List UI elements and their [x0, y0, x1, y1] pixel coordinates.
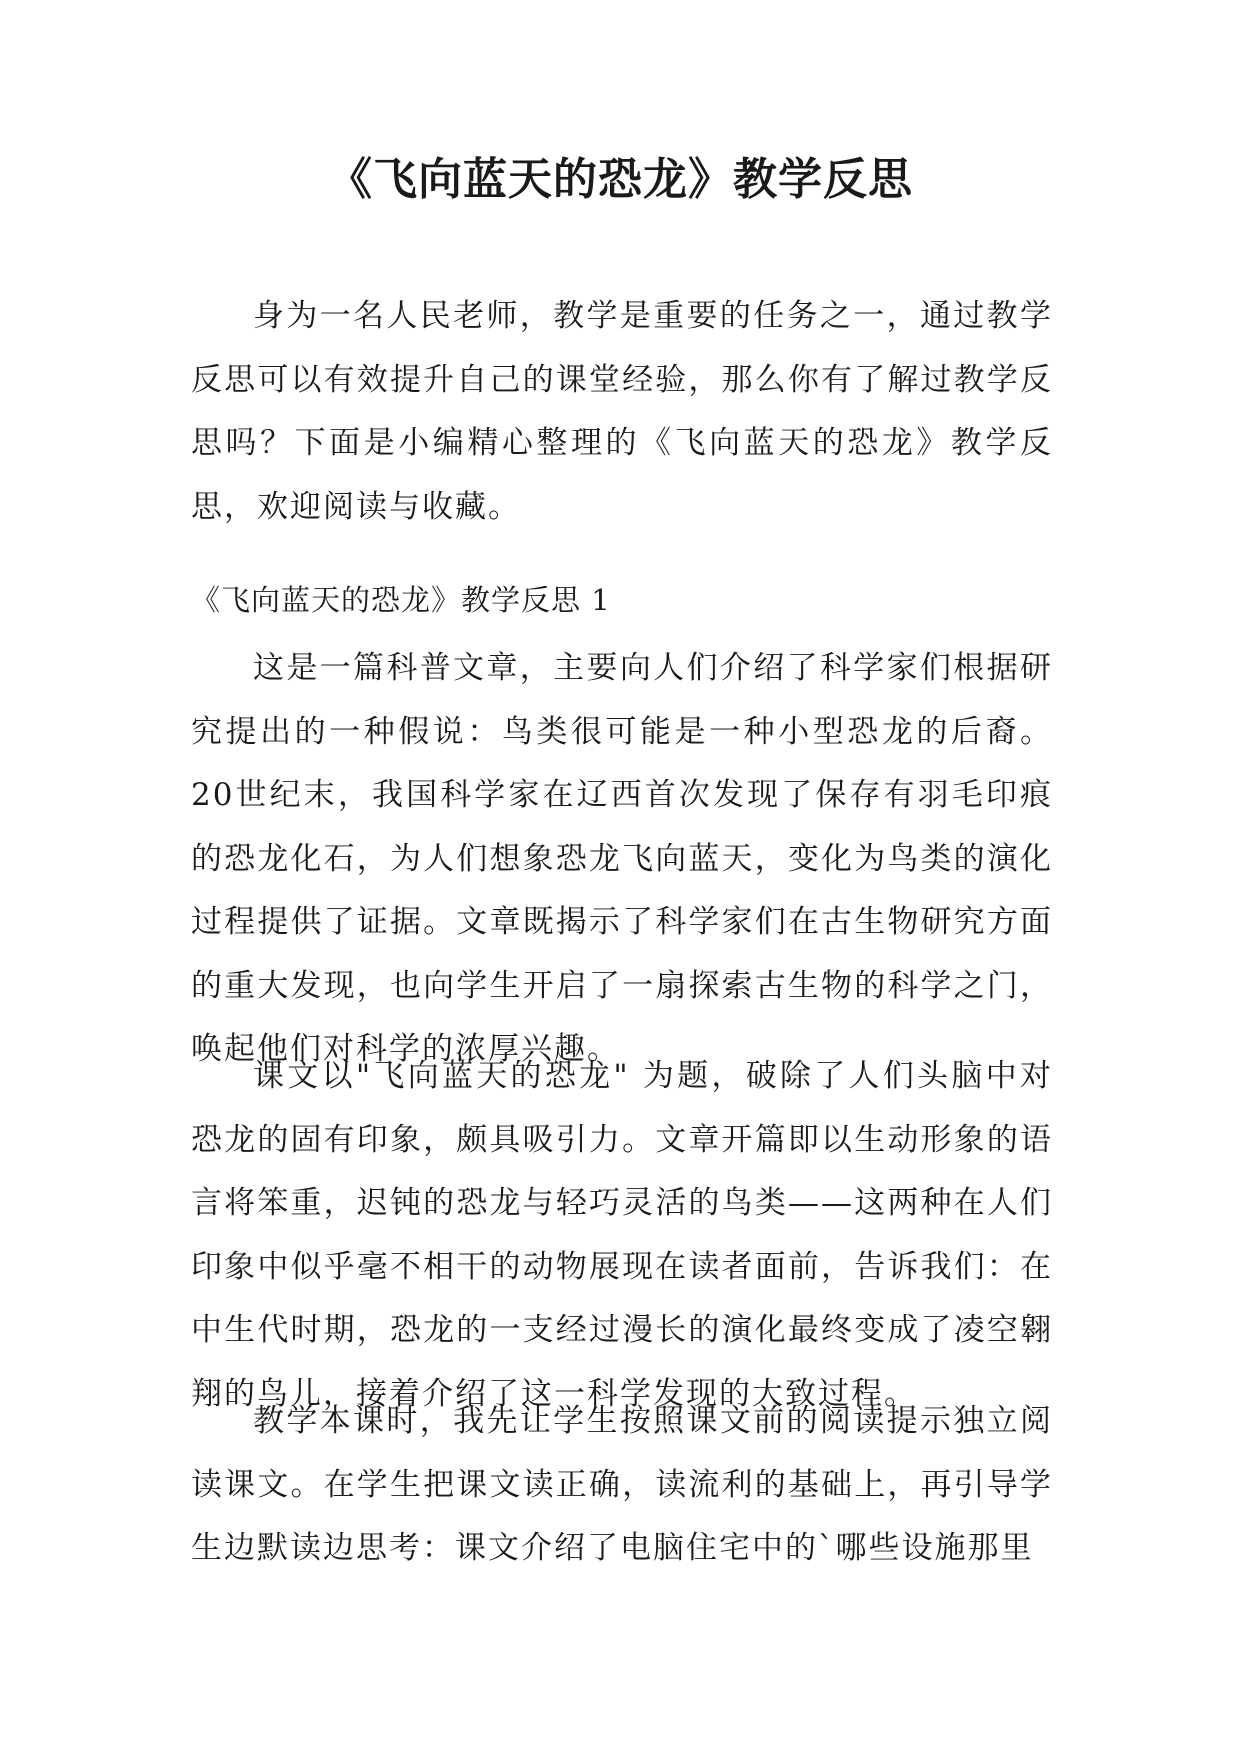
- body-paragraph-3: 教学本课时，我先让学生按照课文前的阅读提示独立阅读课文。在学生把课文读正确，读流利的基础上，再引导学生边默读边思考：课文介绍了电脑住宅中的`哪些设施那里: [191, 1403, 1053, 1566]
- body-paragraph-2: 课文以"飞向蓝天的恐龙" 为题，破除了人们头脑中对恐龙的固有印象，颇具吸引力。文章开篇即以生动形象的语言将笨重，迟钝的恐龙与轻巧灵活的鸟类——这两种在人们印象中似乎毫不相干的动物展现在读者面前，告诉我们：在中生代时期，恐龙的一支经过漫长的演化最终变成了凌空翱翔的鸟儿，接着介绍了这一科学发现的大致过程。: [191, 1058, 1053, 1412]
- body-paragraph-1: 这是一篇科普文章，主要向人们介绍了科学家们根据研究提出的一种假说：鸟类很可能是一种小型恐龙的后裔。20世纪末，我国科学家在辽西首次发现了保存有羽毛印痕的恐龙化石，为人们想象恐龙飞向蓝天，变化为鸟类的演化过程提供了证据。文章既揭示了科学家们在古生物研究方面的重大发现，也向学生开启了一扇探索古生物的科学之门，唤起他们对科学的浓厚兴趣。: [191, 650, 1053, 1067]
- document-title: 《飞向蓝天的恐龙》教学反思: [328, 154, 913, 205]
- section-heading: 《飞向蓝天的恐龙》教学反思 1: [191, 583, 611, 617]
- intro-paragraph: 身为一名人民老师，教学是重要的任务之一，通过教学反思可以有效提升自己的课堂经验，那么你有了解过教学反思吗？下面是小编精心整理的《飞向蓝天的恐龙》教学反思，欢迎阅读与收藏。: [191, 298, 1053, 525]
